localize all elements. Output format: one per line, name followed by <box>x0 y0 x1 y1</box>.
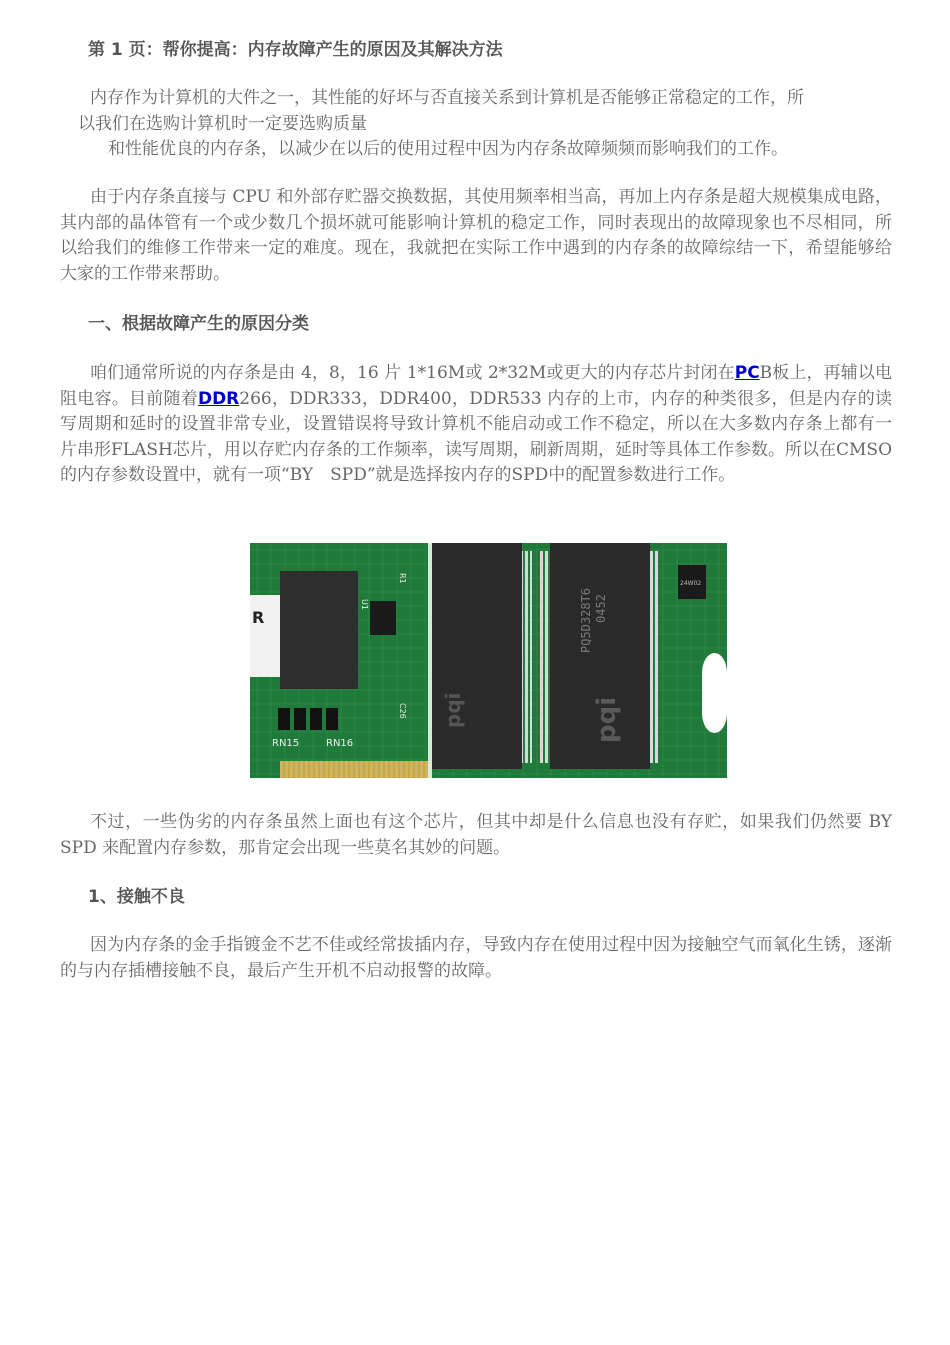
paragraph-3 <box>60 361 892 489</box>
c26-label: C26 <box>398 703 407 719</box>
chip-1-brand: pqi <box>441 692 465 728</box>
intro-line-3: 和性能优良的内存条，以减少在以后的使用过程中因为内存条故障频频而影响我们的工作。 <box>108 139 788 159</box>
chip-2-code: PQ5D328T6 <box>579 587 593 653</box>
intro-paragraph <box>60 86 892 163</box>
chip-2-brand: pqi <box>592 696 622 743</box>
spd-chip-label: 24W02 <box>680 580 702 587</box>
memory-module-illustration <box>250 543 727 778</box>
section-heading-1: 一、根据故障产生的原因分类 <box>88 314 309 334</box>
u1-label: U1 <box>360 599 369 610</box>
intro-line-2: 以我们在选购计算机时一定要选购质量 <box>78 113 367 134</box>
rn16-label: RN16 <box>326 738 354 749</box>
paragraph-2: 由于内存条直接与 CPU 和外部存贮器交换数据，其使用频率相当高，再加上内存条是超大规模集成电路，其内部的晶体管有一个或少数几个损坏就可能影响计算机的稳定工作，同时表现出的故障现象也不尽相同，所以给我们的维修工作带来一定的难度。现在，我就把在实际工作中遇到的内存条的故障综结一下，希望能够给大家的工作带来帮助。 <box>60 187 892 284</box>
paragraph-3-part-3: 266，DDR333，DDR400，DDR533 内存的上市，内存的种类很多，但是内存的读写周期和延时的设置非常专业，设置错误将导致计算机不能启动或工作不稳定，所以在大多数内存条上都有一片串形FLASH芯片，用以存贮内存条的工作频率，读写周期，刷新周期，延时等具体工作参数。所以在CMSO的内存参数设置中，就有一项“BY SPD”就是选择按内存的SPD中的配置参数进行工作。 <box>60 388 892 485</box>
sticker-label: R <box>252 608 265 627</box>
pc-link[interactable]: PC <box>734 363 760 383</box>
ddr-link[interactable]: DDR <box>197 388 240 409</box>
section-heading-2: 1、接触不良 <box>88 887 185 907</box>
paragraph-3-part-1: 咱们通常所说的内存条是由 4，8，16 片 1*16M或 2*32M或更大的内存芯片封闭在 <box>90 363 735 383</box>
paragraph-3-part-2: B板上，再辅以电阻电容。目前随着 <box>60 363 892 409</box>
paragraph-5: 因为内存条的金手指镀金不艺不佳或经常拔插内存，导致内存在使用过程中因为接触空气而氧化生锈，逐渐的与内存插槽接触不良，最后产生开机不启动报警的故障。 <box>60 935 892 981</box>
intro-line-1: 内存作为计算机的大件之一，其性能的好坏与否直接关系到计算机是否能够正常稳定的工作，所 <box>90 88 804 108</box>
page-title: 第 1 页：帮你提高：内存故障产生的原因及其解决方法 <box>88 40 503 60</box>
r1-label: R1 <box>398 573 407 584</box>
memory-module-photo <box>250 543 727 778</box>
paragraph-4: 不过，一些伪劣的内存条虽然上面也有这个芯片，但其中却是什么信息也没有存贮，如果我们仍然要 BY SPD 来配置内存参数，那肯定会出现一些莫名其妙的问题。 <box>60 812 892 858</box>
chip-2-sub: 0452 <box>594 594 608 623</box>
rn15-label: RN15 <box>272 738 300 749</box>
